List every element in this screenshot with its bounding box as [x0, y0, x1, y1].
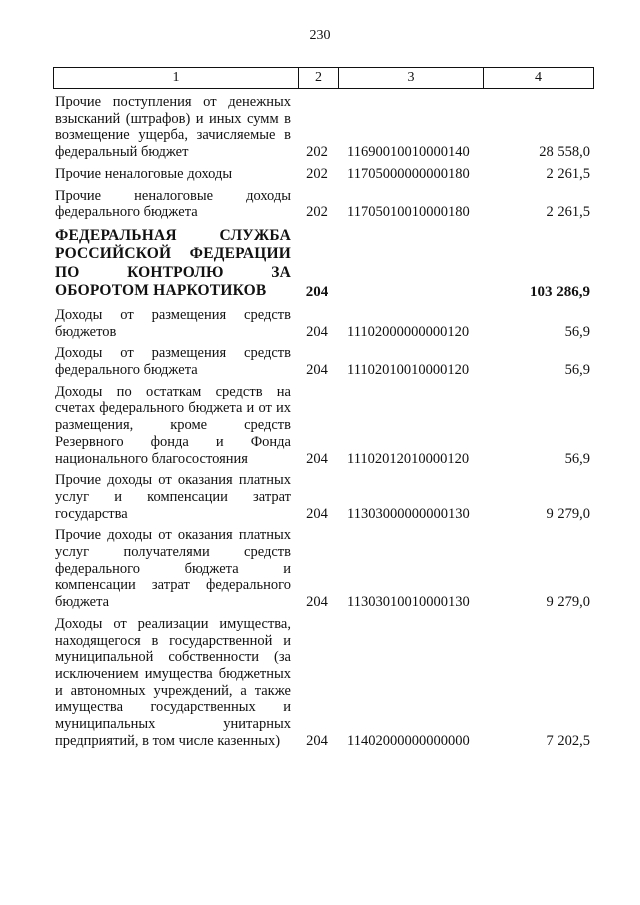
- row-name: Доходы от реализации имущества, находящегося в государственной и муниципальной собственности (за исключением имущества бюджетных и автономных учреждений, а также имущества государственных и муниципальных унитарных предприятий, в том числе казенных): [55, 615, 291, 749]
- header-col-4: 4: [535, 70, 542, 85]
- table-body: [55, 94, 592, 755]
- row-amount: 9 279,0: [546, 594, 590, 611]
- row-budget-code: 11102010010000120: [347, 362, 470, 379]
- table-row: [55, 616, 592, 750]
- row-admin-code: 204: [306, 732, 328, 749]
- row-admin-code: 202: [306, 204, 328, 221]
- row-amount: 7 202,5: [546, 732, 590, 749]
- table-row: [55, 166, 592, 183]
- section-total: 103 286,9: [530, 284, 590, 301]
- row-admin-code: 204: [306, 323, 328, 340]
- section-title: ФЕДЕРАЛЬНАЯ СЛУЖБА РОССИЙСКОЙ ФЕДЕРАЦИИ ПО КОНТРОЛЮ ЗА ОБОРОТОМ НАРКОТИКОВ: [55, 226, 291, 300]
- table-row: [55, 94, 592, 161]
- row-name: Прочие доходы от оказания платных услуг получателями средств федерального бюджета и компенсации затрат федерального бюджета: [55, 527, 291, 611]
- row-budget-code: 11102000000000120: [347, 323, 470, 340]
- row-budget-code: 11705000000000180: [347, 165, 470, 182]
- row-amount: 56,9: [564, 323, 590, 340]
- table-header: [53, 67, 594, 89]
- table-row: [55, 345, 592, 378]
- row-name: Доходы от размещения средств бюджетов: [55, 306, 291, 340]
- table-row: [55, 307, 592, 340]
- row-admin-code: 204: [306, 362, 328, 379]
- table-row: [55, 472, 592, 522]
- table-row: [55, 188, 592, 221]
- header-col-2: 2: [299, 68, 339, 88]
- table-row: [55, 527, 592, 611]
- row-name: Прочие неналоговые доходы: [55, 165, 233, 182]
- row-name: Прочие поступления от денежных взысканий (штрафов) и иных сумм в возмещение ущерба, зачисляемые в федеральный бюджет: [55, 94, 291, 161]
- row-admin-code: 204: [305, 284, 329, 301]
- row-admin-code: 202: [306, 165, 328, 182]
- row-name: Прочие неналоговые доходы федерального бюджета: [55, 187, 291, 221]
- row-budget-code: 11402000000000000: [347, 732, 470, 749]
- row-budget-code: 11705010010000180: [347, 204, 470, 221]
- row-name: Доходы по остаткам средств на счетах федерального бюджета и от их размещения, кроме средств Резервного фонда и Фонда национального благосостояния: [55, 383, 291, 467]
- row-name: Прочие доходы от оказания платных услуг и компенсации затрат государства: [55, 472, 291, 522]
- header-col-1: 1: [54, 68, 299, 88]
- header-col-3: 3: [339, 68, 484, 88]
- row-budget-code: 11303010010000130: [347, 594, 470, 611]
- row-admin-code: 204: [306, 450, 328, 467]
- row-amount: 2 261,5: [546, 165, 590, 182]
- row-admin-code: 204: [306, 594, 328, 611]
- table-row: [55, 384, 592, 468]
- row-amount: 56,9: [564, 450, 590, 467]
- row-admin-code: 204: [306, 505, 328, 522]
- row-budget-code: 11690010010000140: [347, 144, 470, 161]
- row-admin-code: 202: [306, 144, 328, 161]
- table-section-row: [55, 227, 592, 301]
- row-amount: 2 261,5: [546, 204, 590, 221]
- row-amount: 56,9: [564, 362, 590, 379]
- row-budget-code: 11303000000000130: [347, 505, 470, 522]
- row-amount: 28 558,0: [539, 144, 590, 161]
- row-amount: 9 279,0: [546, 505, 590, 522]
- page-number: 230: [309, 28, 331, 43]
- row-budget-code: 11102012010000120: [347, 450, 470, 467]
- row-name: Доходы от размещения средств федерального бюджета: [55, 345, 291, 379]
